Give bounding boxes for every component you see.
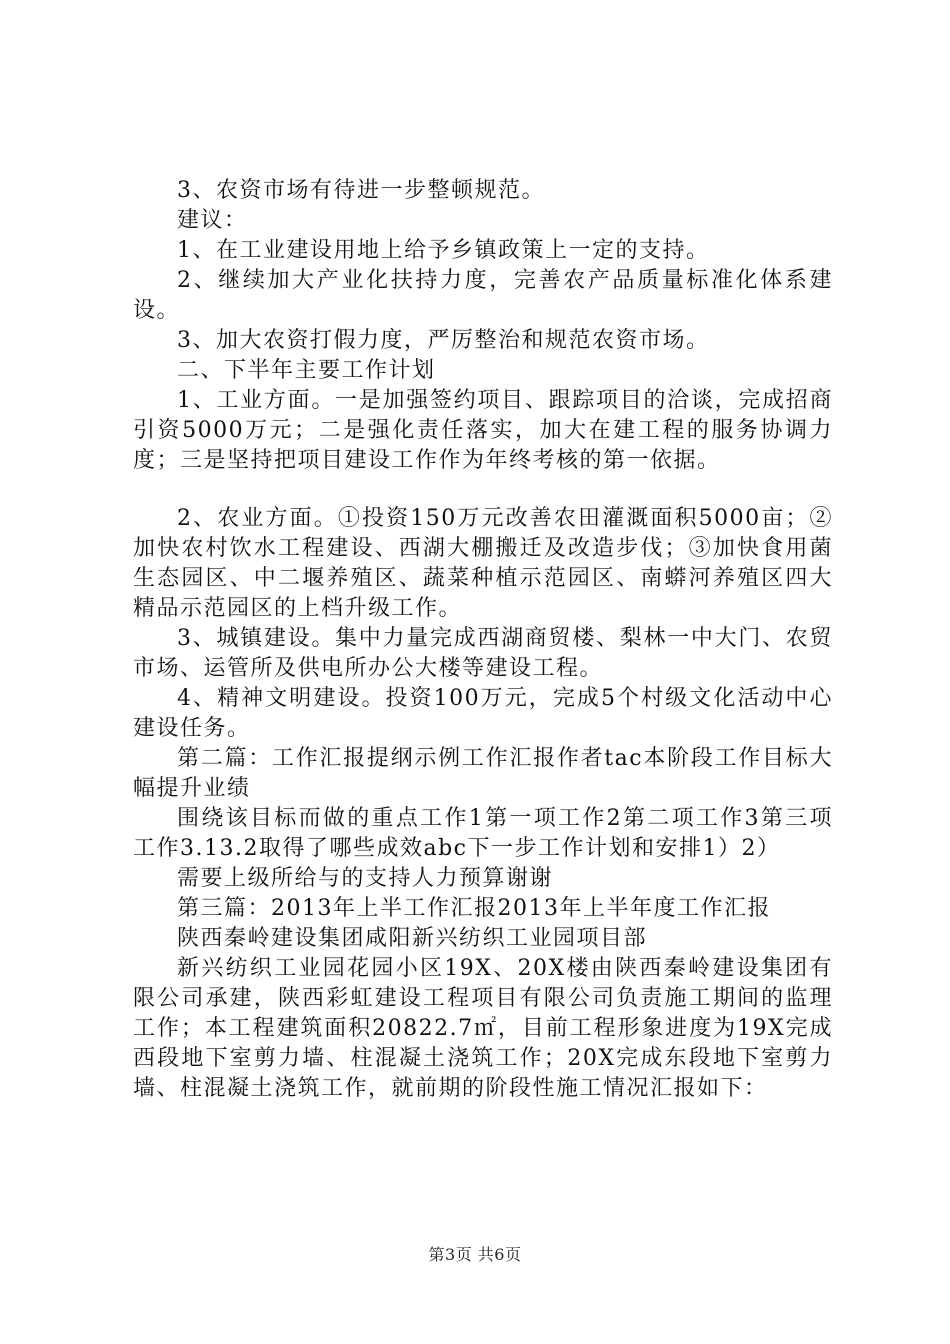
paragraph-part-two-body: 围绕该目标而做的重点工作1第一项工作2第二项工作3第三项工作3.13.2取得了哪些成效abc下一步工作计划和安排1）2） xyxy=(133,806,833,861)
paragraph-suggestions-heading: 建议： xyxy=(177,208,248,233)
section-heading-plan: 二、下半年主要工作计划 xyxy=(177,358,436,383)
paragraph-spacer xyxy=(133,476,833,504)
paragraph-suggestion-3: 3、加大农资打假力度，严厉整治和规范农资市场。 xyxy=(177,328,710,353)
page-number-footer: 第3页 共6页 xyxy=(428,1245,522,1264)
paragraph-problem-3: 3、农资市场有待进一步整顿规范。 xyxy=(177,178,545,203)
paragraph-part-three-title: 第三篇：2013年上半工作汇报2013年上半年度工作汇报 xyxy=(177,896,771,921)
paragraph-plan-industry: 1、工业方面。一是加强签约项目、跟踪项目的洽谈，完成招商引资5000万元；二是强化责任落实，加大在建工程的服务协调力度；三是坚持把项目建设工作作为年终考核的第一依据。 xyxy=(133,388,833,473)
paragraph-suggestion-1: 1、在工业建设用地上给予乡镇政策上一定的支持。 xyxy=(177,238,710,263)
paragraph-part-two-support: 需要上级所给与的支持人力预算谢谢 xyxy=(177,866,554,891)
paragraph-plan-agriculture: 2、农业方面。①投资150万元改善农田灌溉面积5000亩；②加快农村饮水工程建设、西湖大棚搬迁及改造步伐；③加快食用菌生态园区、中二堰养殖区、蔬菜种植示范园区、南蟒河养殖区四大精品示范园区的上档升级工作。 xyxy=(133,506,833,621)
paragraph-plan-town: 3、城镇建设。集中力量完成西湖商贸楼、梨林一中大门、农贸市场、运管所及供电所办公大楼等建设工程。 xyxy=(133,626,833,681)
paragraph-part-two-title: 第二篇：工作汇报提纲示例工作汇报作者tac本阶段工作目标大幅提升业绩 xyxy=(133,746,833,801)
paragraph-plan-culture: 4、精神文明建设。投资100万元，完成5个村级文化活动中心建设任务。 xyxy=(133,686,833,741)
paragraph-project-department: 陕西秦岭建设集团咸阳新兴纺织工业园项目部 xyxy=(177,926,648,951)
paragraph-project-report: 新兴纺织工业园花园小区19X、20X楼由陕西秦岭建设集团有限公司承建，陕西彩虹建设工程项目有限公司负责施工期间的监理工作；本工程建筑面积20822.7㎡，目前工程形象进度为19X完成西段地下室剪力墙、柱混凝土浇筑工作；20X完成东段地下室剪力墙、柱混凝土浇筑工作，就前期的阶段性施工情况汇报如下： xyxy=(133,956,833,1101)
paragraph-suggestion-2: 2、继续加大产业化扶持力度，完善农产品质量标准化体系建设。 xyxy=(133,268,833,323)
document-body xyxy=(133,176,833,1104)
